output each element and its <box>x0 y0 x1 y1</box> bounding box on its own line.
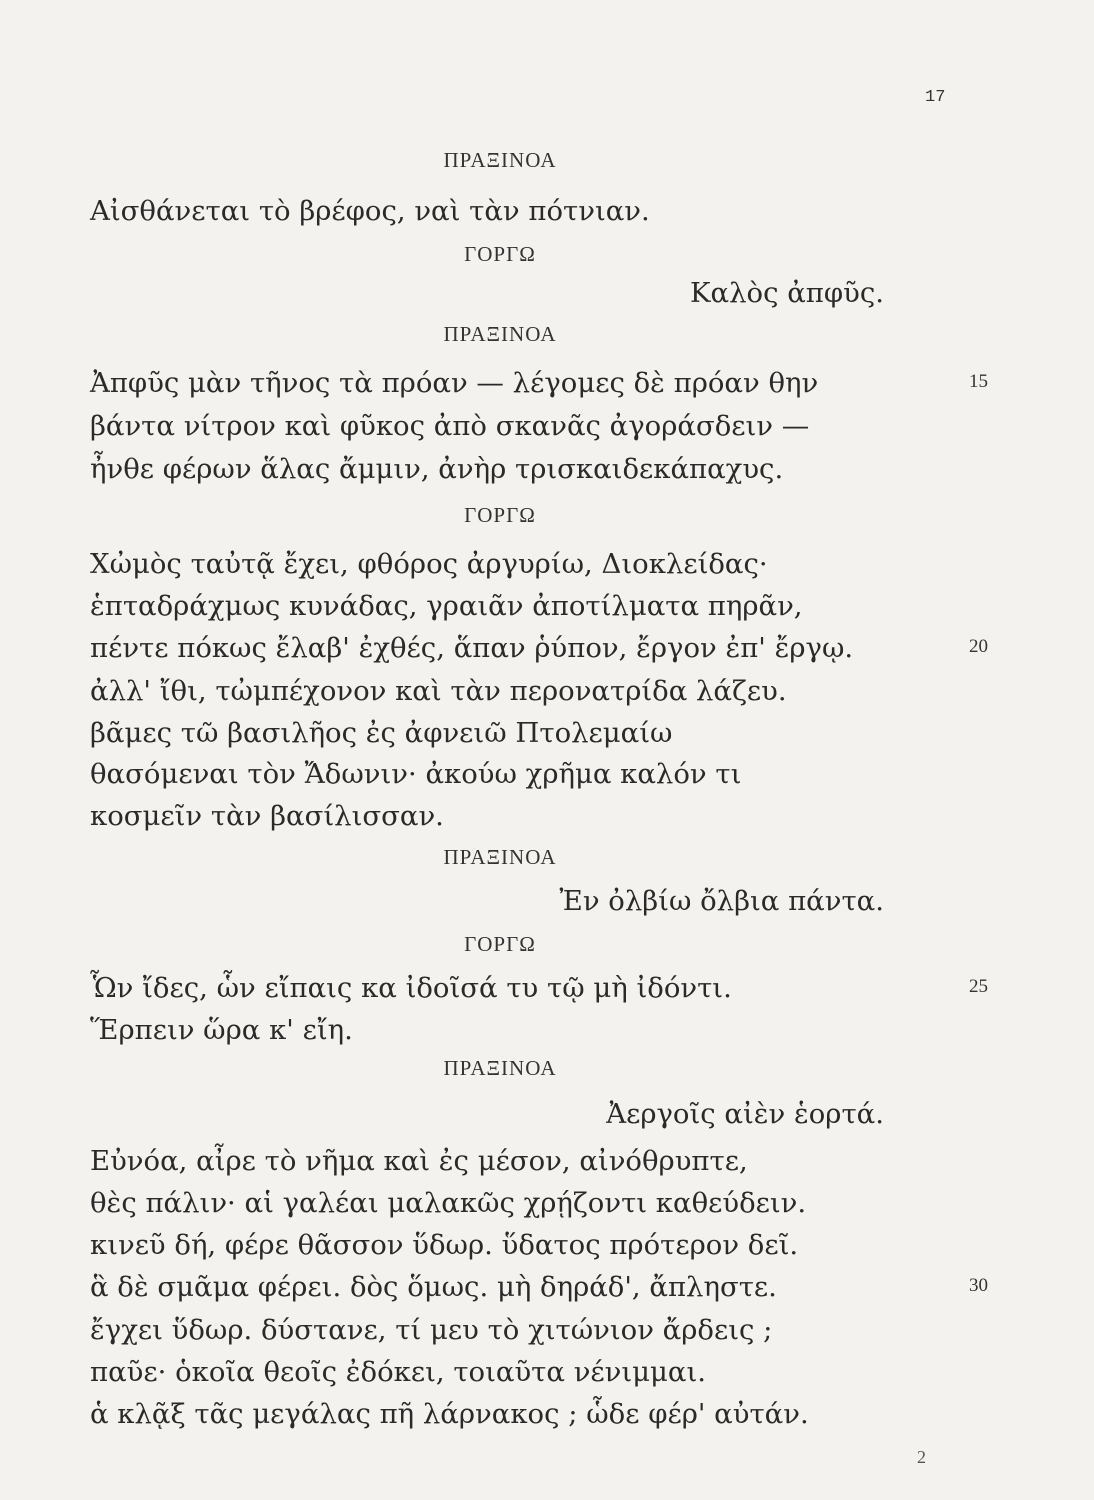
signature-mark: 2 <box>917 1447 926 1467</box>
line-number: 30 <box>969 1275 988 1296</box>
verse-line: θασόμεναι τὸν Ἄδωνιν· ἀκούω χρῆμα καλόν τι <box>90 758 742 790</box>
verse-line: Αἰσθάνεται τὸ βρέφος, ναὶ τὰν πότνιαν. <box>90 195 650 227</box>
speaker-name: ΠΡΑΞΙΝΟΑ <box>443 148 557 172</box>
verse-line: παῦε· ὁκοῖα θεοῖς ἐδόκει, τοιαῦτα νένιμμαι. <box>90 1356 707 1388</box>
verse-line: Ὧν ἴδες, ὧν εἴπαις κα ἰδοῖσά τυ τῷ μὴ ἰδόντι. <box>90 972 732 1004</box>
verse-line: Καλὸς ἀπφῦς. <box>689 277 884 309</box>
verse-line: βᾶμες τῶ βασιλῆος ἐς ἀφνειῶ Πτολεμαίω <box>90 717 673 749</box>
speaker-name: ΓΟΡΓΩ <box>464 242 536 266</box>
verse-line: Ἕρπειν ὥρα κ' εἴη. <box>90 1014 353 1046</box>
line-number: 20 <box>969 636 988 657</box>
line-number: 25 <box>969 976 988 997</box>
verse-line: Εὐνόα, αἶρε τὸ νῆμα καὶ ἐς μέσον, αἰνόθρυπτε, <box>90 1145 748 1177</box>
verse-line: ἁ κλᾷξ τᾶς μεγάλας πῆ λάρνακος ; ὧδε φέρ' αὐτάν. <box>90 1398 809 1430</box>
verse-line: Ἐν ὀλβίω ὄλβια πάντα. <box>559 885 884 917</box>
verse-line: Ἀεργοῖς αἰὲν ἑορτά. <box>606 1098 884 1130</box>
verse-line: Ἀπφῦς μὰν τῆνος τὰ πρόαν — λέγομες δὲ πρόαν θην <box>90 367 819 399</box>
verse-line: βάντα νίτρον καὶ φῦκος ἀπὸ σκανᾶς ἀγοράσδειν — <box>90 410 810 442</box>
verse-line: πέντε πόκως ἔλαβ' ἐχθές, ἅπαν ῥύπον, ἔργον ἐπ' ἔργῳ. <box>90 632 854 664</box>
speaker-name: ΓΟΡΓΩ <box>464 932 536 956</box>
page-number: 17 <box>925 88 946 107</box>
verse-line: ἀλλ' ἴθι, τὠμπέχονον καὶ τὰν περονατρίδα λάζευ. <box>90 675 787 707</box>
verse-line: ἦνθε φέρων ἅλας ἄμμιν, ἀνὴρ τρισκαιδεκάπαχυς. <box>90 453 784 485</box>
verse-line: ἑπταδράχμως κυνάδας, γραιᾶν ἀποτίλματα πηρᾶν, <box>90 590 803 622</box>
line-number: 15 <box>969 371 988 392</box>
speaker-name: ΠΡΑΞΙΝΟΑ <box>443 322 557 346</box>
speaker-name: ΠΡΑΞΙΝΟΑ <box>443 845 557 869</box>
verse-line: θὲς πάλιν· αἱ γαλέαι μαλακῶς χρῄζοντι καθεύδειν. <box>90 1187 807 1219</box>
verse-line: ἃ δὲ σμᾶμα φέρει. δὸς ὅμως. μὴ δηράδ', ἄπληστε. <box>90 1271 777 1303</box>
speaker-name: ΓΟΡΓΩ <box>464 503 536 527</box>
verse-line: ἔγχει ὕδωρ. δύστανε, τί μευ τὸ χιτώνιον ἄρδεις ; <box>90 1314 773 1346</box>
verse-line: Χὠμὸς ταὐτᾷ ἔχει, φθόρος ἀργυρίω, Διοκλείδας· <box>90 548 768 580</box>
verse-line: κοσμεῖν τὰν βασίλισσαν. <box>90 800 444 832</box>
verse-line: κινεῦ δή, φέρε θᾶσσον ὕδωρ. ὕδατος πρότερον δεῖ. <box>90 1229 799 1261</box>
speaker-name: ΠΡΑΞΙΝΟΑ <box>443 1056 557 1080</box>
